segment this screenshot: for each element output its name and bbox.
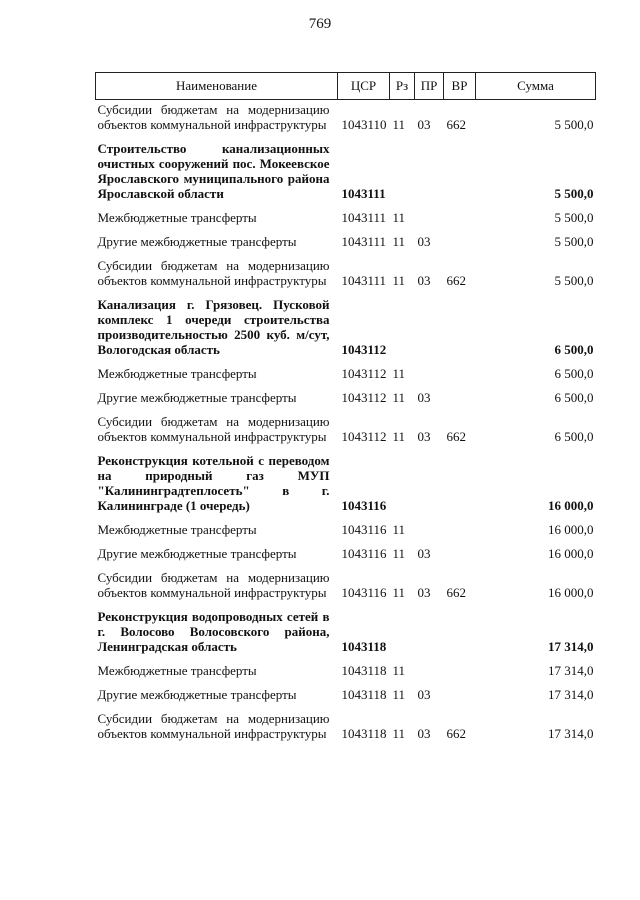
cell-csr: 1043112 <box>341 366 387 381</box>
header-sum: Сумма <box>476 73 596 100</box>
table-row <box>96 540 596 564</box>
cell-name: Другие межбюджетные трансферты <box>97 234 297 249</box>
cell-name: Канализация г. Грязовец. Пусковой комплекс 1 очереди строительства производительностью 2500 куб. м/сут, Вологодская область <box>97 297 330 357</box>
cell-vr <box>444 540 476 564</box>
cell-rz: 11 <box>392 390 406 405</box>
cell-vr <box>444 228 476 252</box>
cell-vr: 662 <box>446 429 466 444</box>
table-row <box>96 657 596 681</box>
cell-csr: 1043111 <box>341 273 387 288</box>
cell-sum: 5 500,0 <box>554 117 594 132</box>
header-name: Наименование <box>96 73 338 100</box>
cell-vr <box>444 516 476 540</box>
cell-pr <box>415 516 444 540</box>
cell-rz: 11 <box>392 366 406 381</box>
table-row <box>96 564 596 603</box>
cell-vr <box>444 447 476 516</box>
cell-sum: 6 500,0 <box>554 429 594 444</box>
cell-pr: 03 <box>417 726 431 741</box>
cell-sum: 17 314,0 <box>548 726 594 741</box>
cell-csr: 1043118 <box>341 663 387 678</box>
cell-rz: 11 <box>392 429 406 444</box>
cell-vr: 662 <box>446 585 466 600</box>
cell-sum: 17 314,0 <box>548 663 594 678</box>
cell-vr <box>444 603 476 657</box>
cell-pr <box>415 657 444 681</box>
cell-vr: 662 <box>446 117 466 132</box>
header-csr: ЦСР <box>338 73 390 100</box>
cell-vr <box>444 657 476 681</box>
cell-csr: 1043118 <box>341 687 387 702</box>
cell-csr: 1043112 <box>341 429 387 444</box>
cell-sum: 6 500,0 <box>554 342 594 357</box>
cell-sum: 5 500,0 <box>554 273 594 288</box>
cell-sum: 16 000,0 <box>548 498 594 513</box>
cell-name: Другие межбюджетные трансферты <box>97 687 297 702</box>
table-row <box>96 516 596 540</box>
cell-rz <box>390 603 415 657</box>
cell-sum: 16 000,0 <box>548 522 594 537</box>
table-row-section <box>96 447 596 516</box>
table-header <box>96 73 596 100</box>
cell-sum: 16 000,0 <box>548 585 594 600</box>
budget-table <box>95 72 596 744</box>
cell-name: Межбюджетные трансферты <box>97 210 257 225</box>
page-number: 769 <box>308 16 332 32</box>
table-row <box>96 681 596 705</box>
cell-pr <box>415 135 444 204</box>
header-pr: ПР <box>415 73 444 100</box>
cell-csr: 1043116 <box>341 546 387 561</box>
cell-sum: 17 314,0 <box>548 687 594 702</box>
cell-name: Межбюджетные трансферты <box>97 522 257 537</box>
table-body <box>96 100 596 745</box>
cell-csr: 1043118 <box>341 639 387 654</box>
cell-pr <box>415 204 444 228</box>
table-row <box>96 228 596 252</box>
cell-csr: 1043118 <box>341 726 387 741</box>
cell-name: Строительство канализационных очистных сооружений пос. Мокеевское Ярославского муниципального района Ярославской области <box>97 141 330 201</box>
cell-vr <box>444 135 476 204</box>
table-row <box>96 705 596 744</box>
table-row-section <box>96 135 596 204</box>
cell-pr: 03 <box>417 546 431 561</box>
cell-sum: 16 000,0 <box>548 546 594 561</box>
cell-sum: 6 500,0 <box>554 366 594 381</box>
cell-pr: 03 <box>417 273 431 288</box>
cell-name: Субсидии бюджетам на модернизацию объектов коммунальной инфраструктуры <box>97 102 330 132</box>
table-row <box>96 360 596 384</box>
cell-rz: 11 <box>392 273 406 288</box>
cell-csr: 1043111 <box>341 234 387 249</box>
cell-vr: 662 <box>446 726 466 741</box>
header-row <box>96 73 596 100</box>
cell-sum: 5 500,0 <box>554 234 594 249</box>
cell-csr: 1043116 <box>341 498 387 513</box>
cell-pr <box>415 603 444 657</box>
cell-pr: 03 <box>417 429 431 444</box>
cell-rz: 11 <box>392 585 406 600</box>
cell-name: Другие межбюджетные трансферты <box>97 390 297 405</box>
table-row <box>96 100 596 136</box>
cell-csr: 1043111 <box>341 210 387 225</box>
cell-name: Реконструкция водопроводных сетей в г. Волосово Волосовского района, Ленинградская область <box>97 609 330 654</box>
cell-pr <box>415 447 444 516</box>
cell-pr: 03 <box>417 234 431 249</box>
cell-sum: 6 500,0 <box>554 390 594 405</box>
table-row <box>96 408 596 447</box>
table-row <box>96 252 596 291</box>
cell-vr: 662 <box>446 273 466 288</box>
cell-csr: 1043112 <box>341 390 387 405</box>
cell-rz: 11 <box>392 546 406 561</box>
cell-csr: 1043111 <box>341 186 386 201</box>
cell-csr: 1043116 <box>341 585 387 600</box>
cell-sum: 5 500,0 <box>554 210 594 225</box>
cell-rz: 11 <box>392 210 406 225</box>
cell-name: Другие межбюджетные трансферты <box>97 546 297 561</box>
table-row <box>96 204 596 228</box>
table-row-section <box>96 291 596 360</box>
cell-pr: 03 <box>417 390 431 405</box>
cell-pr <box>415 360 444 384</box>
cell-csr: 1043110 <box>341 117 387 132</box>
cell-pr: 03 <box>417 687 431 702</box>
cell-name: Субсидии бюджетам на модернизацию объектов коммунальной инфраструктуры <box>97 711 330 741</box>
cell-name: Реконструкция котельной с переводом на природный газ МУП "Калининградтеплосеть" в г. Калининграде (1 очередь) <box>97 453 330 513</box>
cell-rz: 11 <box>392 687 406 702</box>
cell-rz <box>390 447 415 516</box>
table-row-section <box>96 603 596 657</box>
cell-pr <box>415 291 444 360</box>
cell-name: Субсидии бюджетам на модернизацию объектов коммунальной инфраструктуры <box>97 570 330 600</box>
cell-name: Субсидии бюджетам на модернизацию объектов коммунальной инфраструктуры <box>97 258 330 288</box>
cell-csr: 1043116 <box>341 522 387 537</box>
cell-rz: 11 <box>392 663 406 678</box>
cell-rz: 11 <box>392 117 406 132</box>
cell-pr: 03 <box>417 117 431 132</box>
header-rz: Рз <box>390 73 415 100</box>
cell-rz <box>390 291 415 360</box>
cell-csr: 1043112 <box>341 342 387 357</box>
cell-pr: 03 <box>417 585 431 600</box>
cell-vr <box>444 360 476 384</box>
table-row <box>96 384 596 408</box>
cell-rz: 11 <box>392 726 406 741</box>
header-vr: ВР <box>444 73 476 100</box>
cell-vr <box>444 384 476 408</box>
cell-name: Межбюджетные трансферты <box>97 663 257 678</box>
cell-rz: 11 <box>392 522 406 537</box>
cell-sum: 5 500,0 <box>554 186 594 201</box>
cell-vr <box>444 291 476 360</box>
cell-rz <box>390 135 415 204</box>
cell-name: Межбюджетные трансферты <box>97 366 257 381</box>
cell-vr <box>444 204 476 228</box>
cell-name: Субсидии бюджетам на модернизацию объектов коммунальной инфраструктуры <box>97 414 330 444</box>
cell-vr <box>444 681 476 705</box>
cell-sum: 17 314,0 <box>548 639 594 654</box>
cell-rz: 11 <box>392 234 406 249</box>
